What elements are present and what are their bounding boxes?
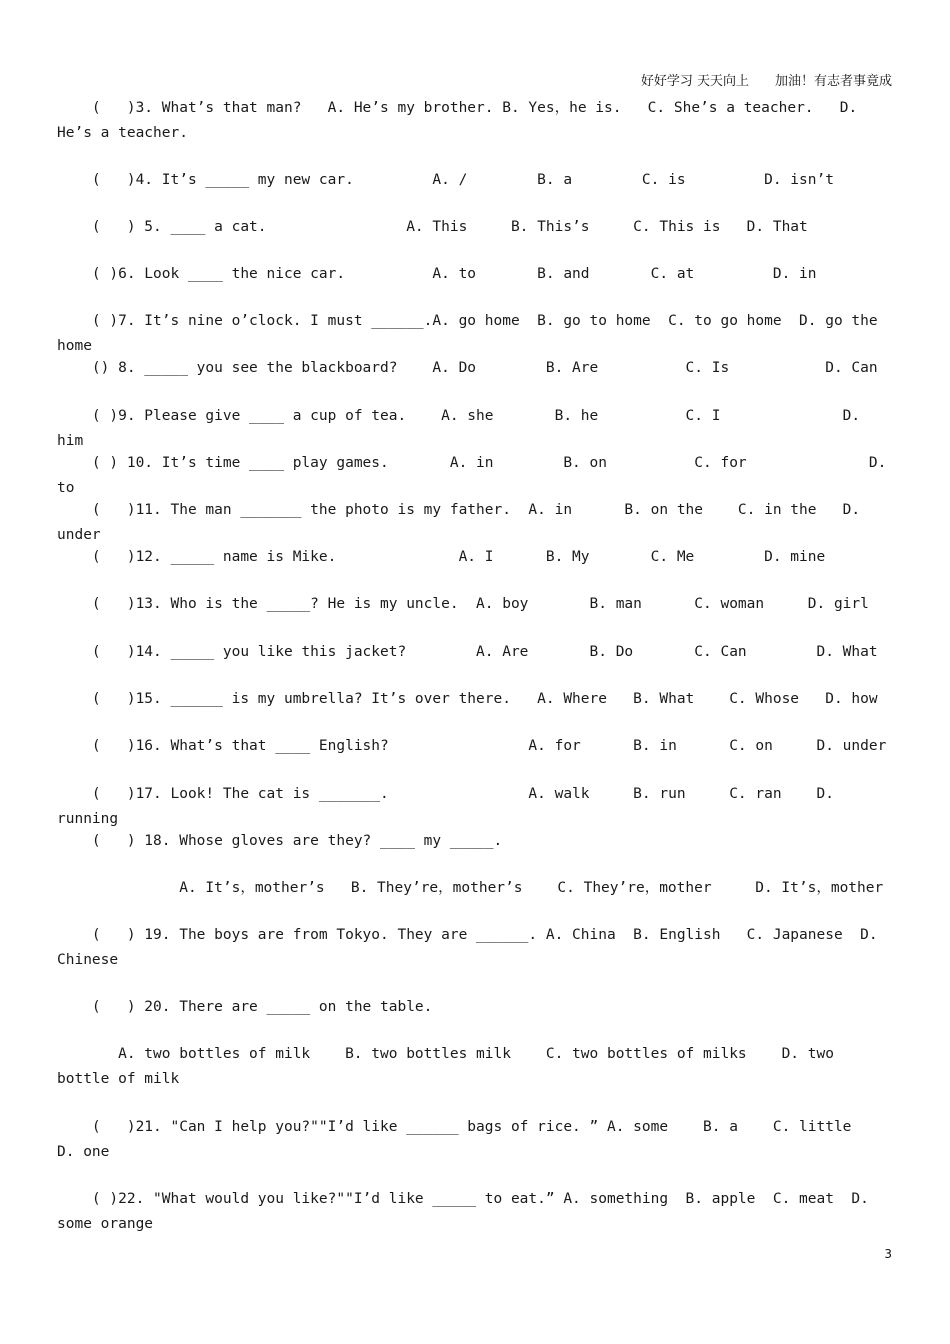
page-header xyxy=(641,70,892,89)
question-11: ( )11. The man _______ the photo is my father. A. in B. on the C. in the D. under xyxy=(57,502,869,543)
question-21: ( )21. "Can I help you?""I’d like ______ bags of rice. ” A. some B. a C. little D. one xyxy=(57,1119,896,1160)
question-19: ( ) 19. The boys are from Tokyo. They are ______. A. China B. English C. Japanese D. Chinese xyxy=(57,927,887,968)
question-22: ( )22. "What would you like?""I’d like _____ to eat.” A. something B. apple C. meat D. some orange xyxy=(57,1191,878,1232)
question-3: ( )3. What’s that man? A. He’s my brother. B. Yes，he is. C. She’s a teacher. D. He’s a teacher. xyxy=(57,100,866,141)
question-18-options: A. It’s，mother’s B. They’re，mother’s C. They’re，mother D. It’s，mother xyxy=(57,880,884,896)
question-20: ( ) 20. There are _____ on the table. xyxy=(57,999,433,1015)
question-17: ( )17. Look! The cat is _______. A. walk B. run C. ran D. running xyxy=(57,786,843,827)
question-14: ( )14. _____ you like this jacket? A. Are B. Do C. Can D. What xyxy=(57,644,878,660)
question-10: ( ) 10. It’s time ____ play games. A. in B. on C. for D. to xyxy=(57,455,896,496)
page-number: 3 xyxy=(884,1247,892,1261)
question-13: ( )13. Who is the _____? He is my uncle. A. boy B. man C. woman D. girl xyxy=(57,596,869,612)
header-motto-left: 好好学习 天天向上 xyxy=(640,74,749,89)
question-4: ( )4. It’s _____ my new car. A. / B. a C. is D. isn’t xyxy=(57,172,834,188)
question-18: ( ) 18. Whose gloves are they? ____ my _____. xyxy=(57,833,503,849)
question-16: ( )16. What’s that ____ English? A. for B. in C. on D. under xyxy=(57,738,887,754)
question-6: ( )6. Look ____ the nice car. A. to B. and C. at D. in xyxy=(57,266,817,282)
question-15: ( )15. ______ is my umbrella? It’s over there. A. Where B. What C. Whose D. how xyxy=(57,691,878,707)
question-8: () 8. _____ you see the blackboard? A. Do B. Are C. Is D. Can xyxy=(57,360,878,376)
question-7: ( )7. It’s nine o’clock. I must ______.A. go home B. go to home C. to go home D. go the home xyxy=(57,313,887,354)
question-12: ( )12. _____ name is Mike. A. I B. My C. Me D. mine xyxy=(57,549,826,565)
question-5: ( ) 5. ____ a cat. A. This B. This’s C. This is D. That xyxy=(57,219,808,235)
question-20-options: A. two bottles of milk B. two bottles milk C. two bottles of milks D. two bottle of milk xyxy=(57,1046,843,1087)
question-9: ( )9. Please give ____ a cup of tea. A. she B. he C. I D. him xyxy=(57,408,869,449)
header-motto-right: 加油！有志者事竟成 xyxy=(774,74,892,89)
